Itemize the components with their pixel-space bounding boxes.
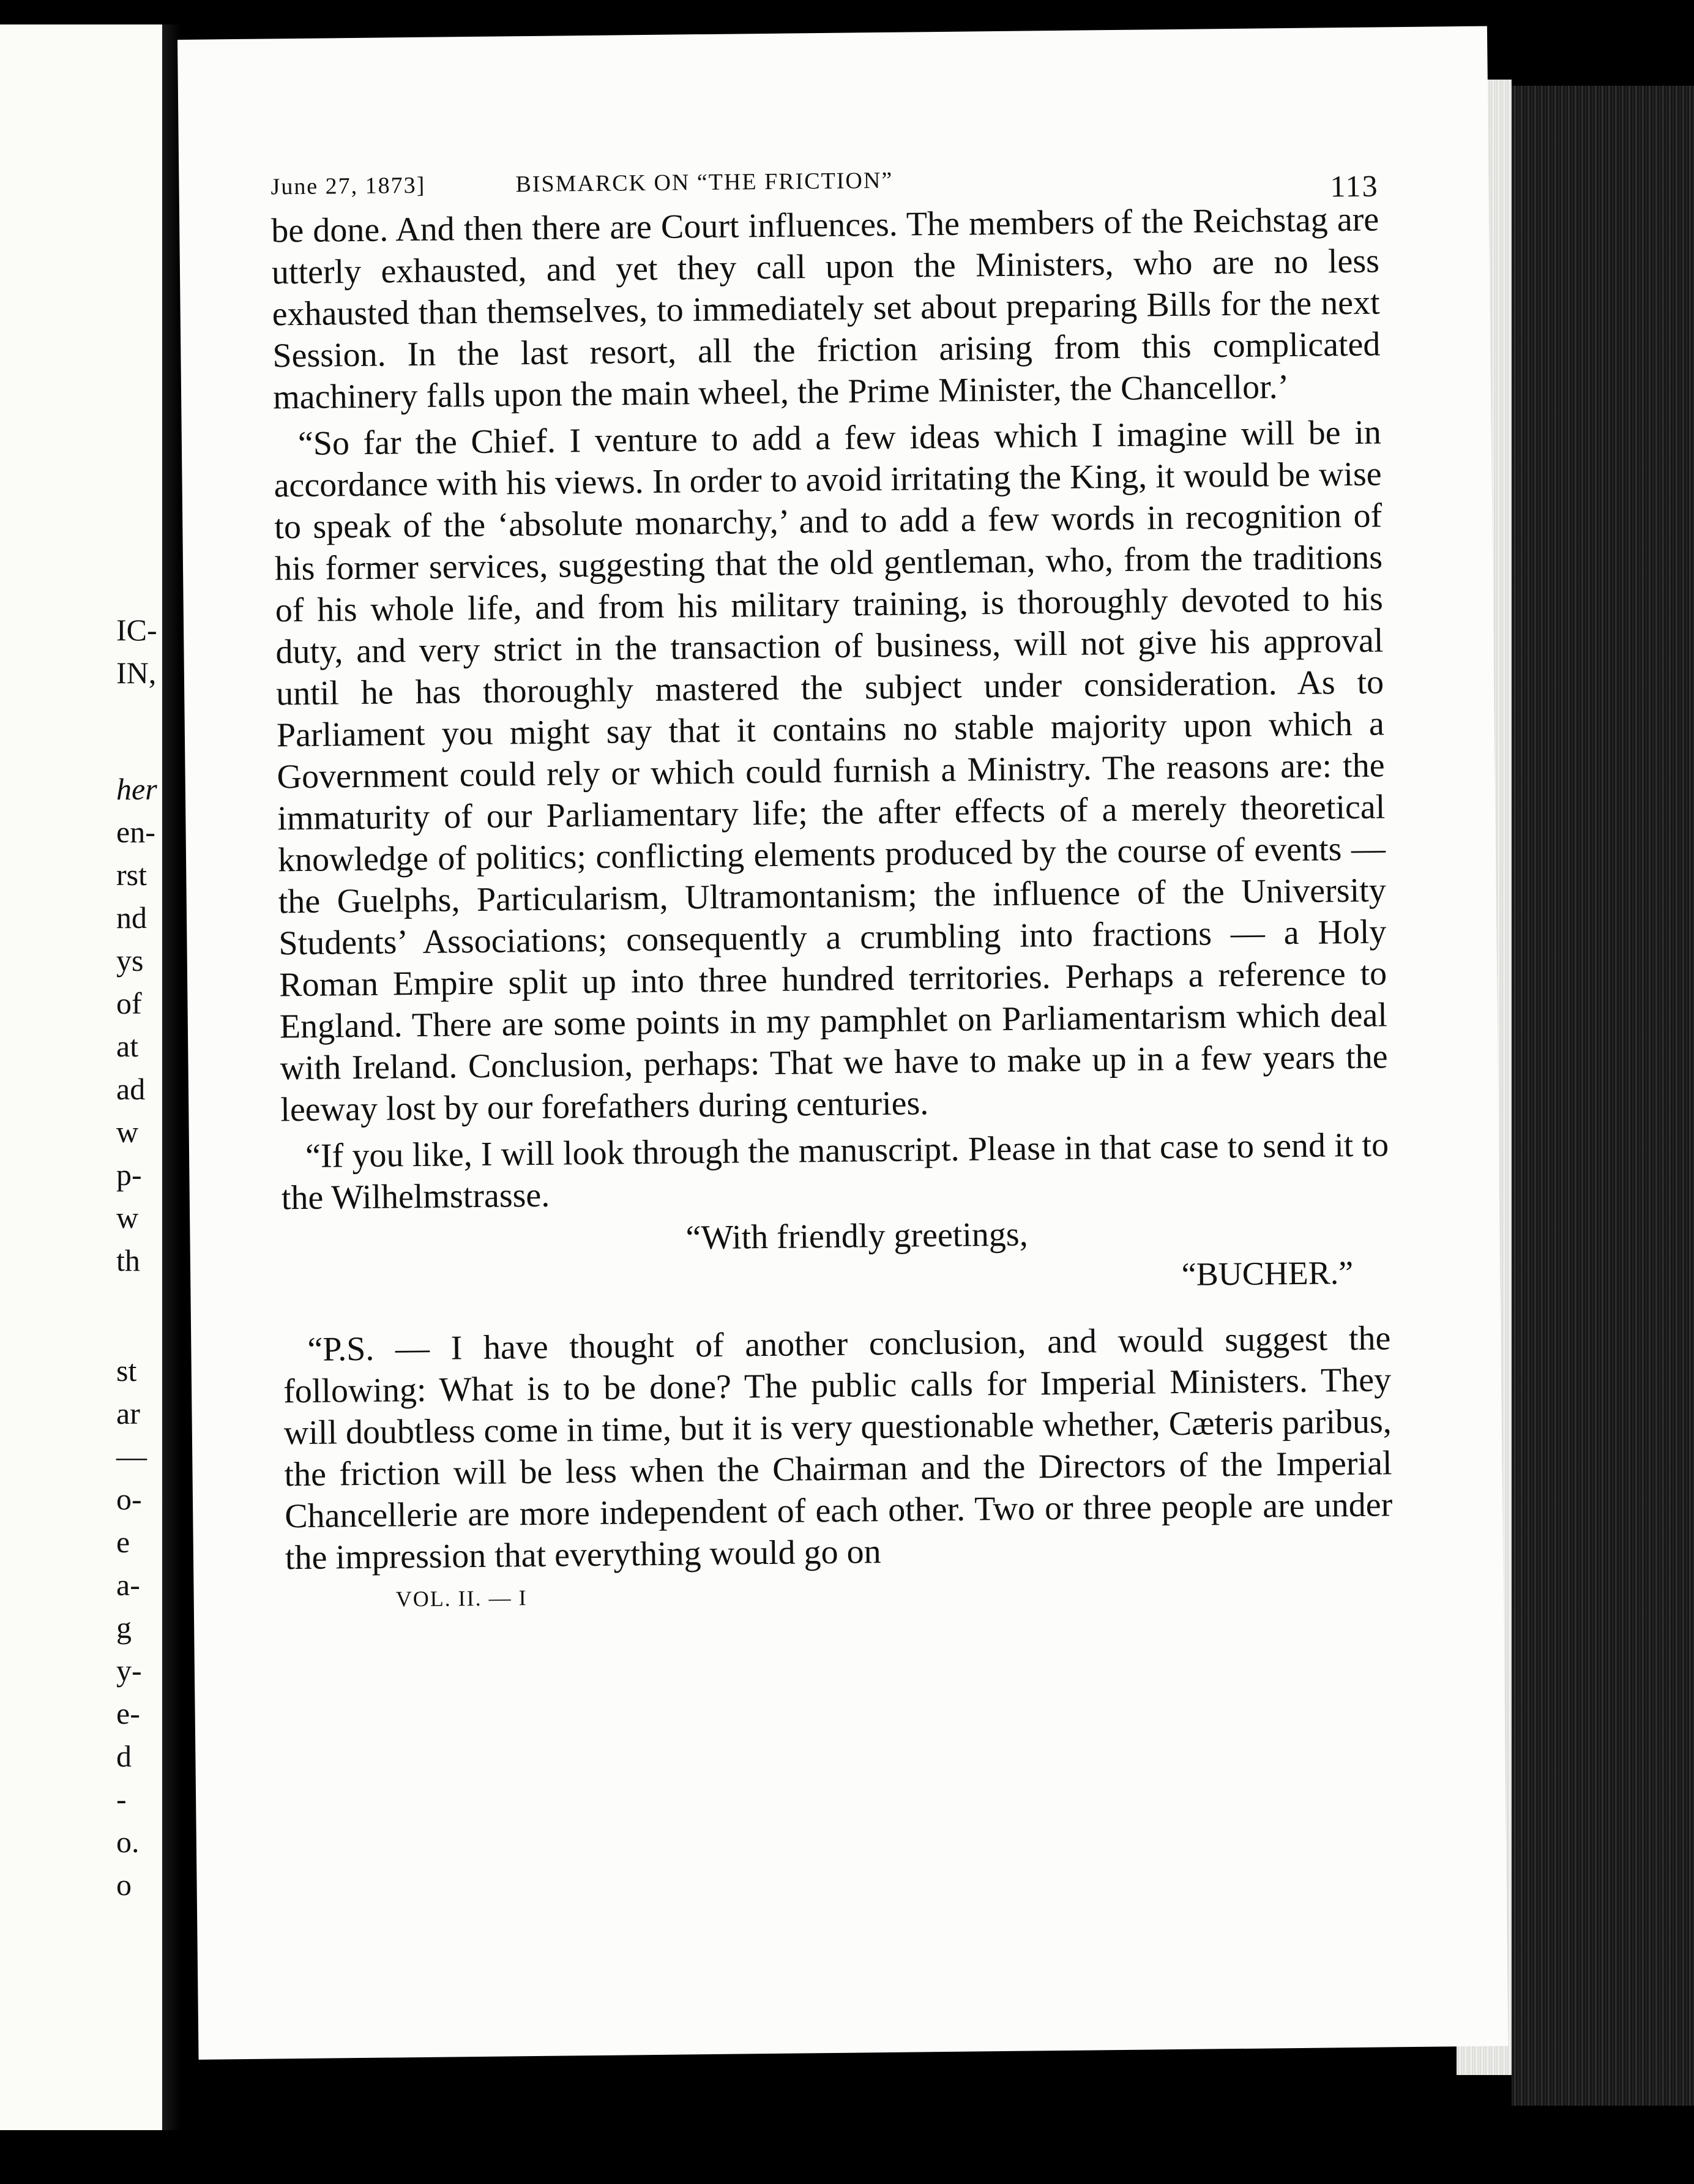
page-number: 113: [1330, 168, 1379, 204]
paragraph: “So far the Chief. I venture to add a few ideas which I imagine will be in accordance with his views. In order to avoid irritating the King, it would be wise to speak of the ‘absolute monarchy,’ and to add a few words in recognition of his former services, suggesting that the old gentleman, who, from the traditions of his whole life, and from his military training, is thoroughly devoted to his duty, and very strict in the transaction of business, will not give his approval until he has thoroughly mastered the subject under consideration. As to Parliament you might say that it contains no stable majority upon which a Government could rely or which could furnish a Ministry. The reasons are: the immaturity of our Parliamentary life; the after effects of a merely theoretical knowledge of politics; conflicting elements produced by the course of events — the Guelphs, Particularism, Ultramontanism; the influence of the University Students’ Associations; consequently a crumbling into fractions — a Holy Roman Empire split up into three hundred territories. Perhaps a reference to England. There are some points in my pamphlet on Parliamentarism which deal with Ireland. Conclusion, perhaps: That we have to make up in a few years the leeway lost by our forefathers during centuries.: [274, 413, 1388, 1129]
postscript: “P.S. — I have thought of another conclusion, and would suggest the following: What is to be done? The public calls for Imperial Ministers. They will doubtless come in time, but it is very questionable whether, Cæteris paribus, the friction will be less when the Chairman and the Directors of the Imperial Chancellerie are more independent of each other. Two or three people are under the impression that everything would go on: [283, 1319, 1393, 1577]
left-fragment: o-: [116, 1482, 142, 1516]
left-fragment: ad: [116, 1072, 146, 1106]
left-fragment: ar: [116, 1396, 140, 1430]
left-fragment: of: [116, 986, 142, 1020]
closing-greeting: “With friendly greetings,: [685, 1215, 1028, 1257]
left-fragment: -: [116, 1782, 127, 1816]
left-fragment: d: [116, 1739, 132, 1773]
volume-signature: VOL. II. — I: [395, 1585, 528, 1612]
left-fragment: p-: [116, 1157, 142, 1192]
right-page: [177, 26, 1508, 2060]
left-fragment: w: [116, 1200, 139, 1235]
left-fragment: —: [116, 1439, 147, 1473]
left-facing-page: [0, 24, 162, 2130]
left-fragment: th: [116, 1243, 140, 1277]
left-fragment: g: [116, 1610, 132, 1645]
left-fragment: ys: [116, 943, 144, 978]
left-fragment: w: [116, 1115, 139, 1149]
left-fragment: nd: [116, 900, 147, 935]
left-fragment: o: [116, 1868, 132, 1902]
left-fragment: her: [116, 772, 157, 806]
paragraph: be done. And then there are Court influences. The members of the Reichstag are utterly exhausted, and yet they call upon the Ministers, who are no less exhausted than themselves, to immediately set about preparing Bills for the next Session. In the last resort, all the friction arising from this complicated machinery falls upon the main wheel, the Prime Minister, the Chancellor.’: [271, 200, 1381, 417]
running-head-date: June 27, 1873]: [271, 172, 426, 200]
signature: “BUCHER.”: [1181, 1254, 1354, 1293]
left-fragment: IC-: [116, 613, 157, 647]
left-fragment: st: [116, 1353, 137, 1388]
page-content: [271, 149, 1394, 1615]
left-fragment: e: [116, 1525, 130, 1559]
left-fragment: en-: [116, 815, 155, 849]
left-fragment: a-: [116, 1568, 140, 1602]
left-fragment: e-: [116, 1696, 140, 1730]
left-fragment: at: [116, 1029, 139, 1063]
left-fragment: rst: [116, 858, 147, 892]
left-fragment: o.: [116, 1825, 140, 1859]
left-fragment: y-: [116, 1653, 142, 1688]
left-page-fragments: [116, 24, 162, 2130]
book-fore-edge: [1512, 86, 1694, 2106]
running-head-title: BISMARCK ON “THE FRICTION”: [515, 167, 894, 198]
book-gutter: [162, 24, 181, 2130]
paragraph: “If you like, I will look through the manuscript. Please in that case to send it to the Wilhelmstrasse.: [281, 1126, 1389, 1217]
left-fragment: IN,: [116, 656, 157, 690]
